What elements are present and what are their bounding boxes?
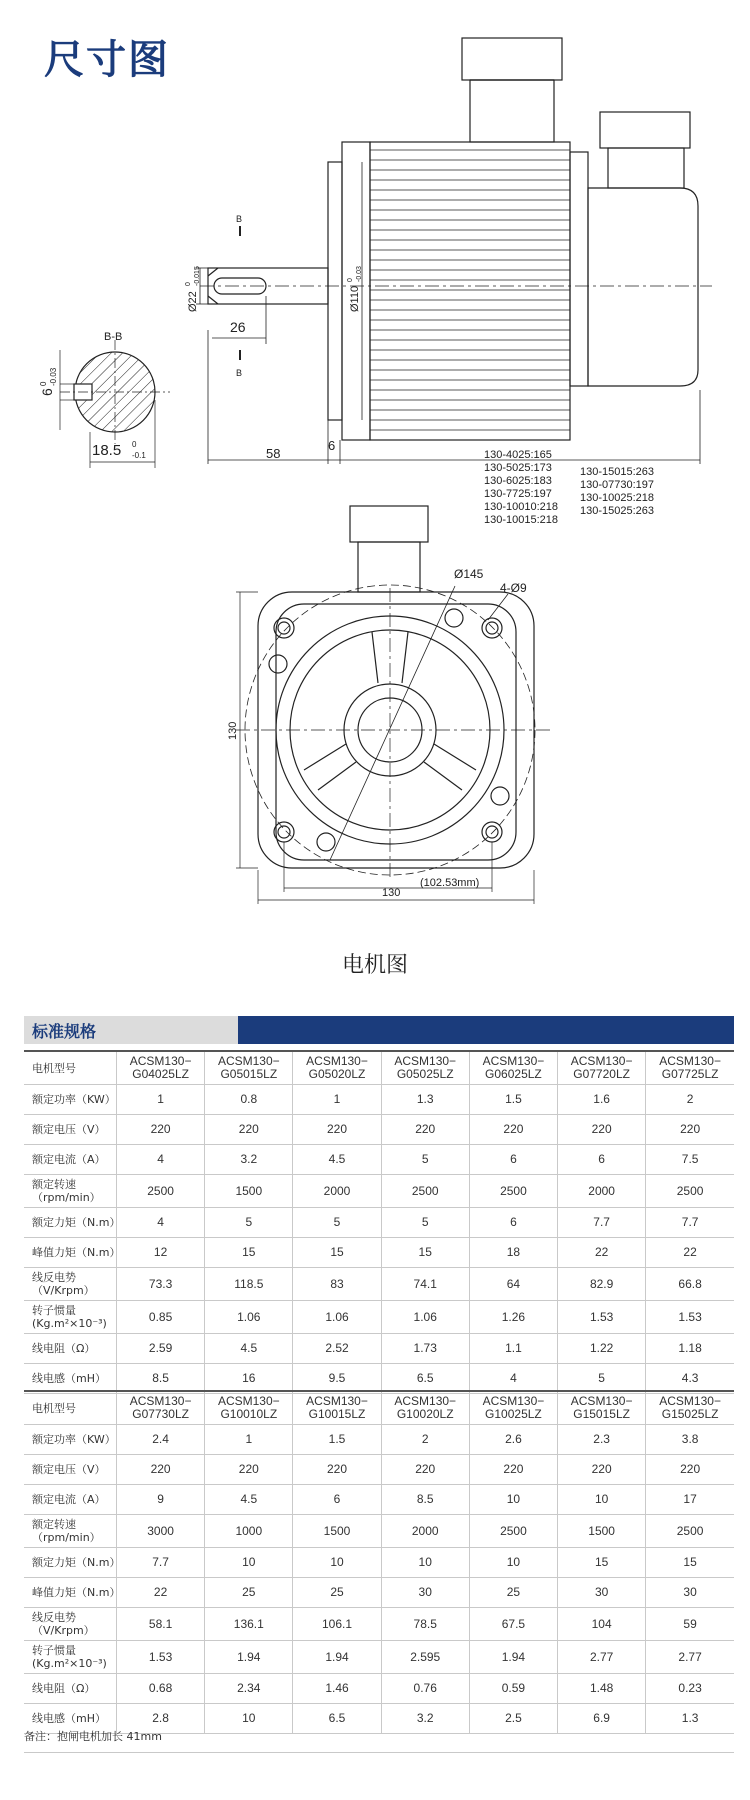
power-connector bbox=[470, 80, 554, 142]
length-spec: 130-15025:263 bbox=[580, 505, 655, 517]
table-cell: 136.1 bbox=[205, 1608, 293, 1641]
svg-text:-0.1: -0.1 bbox=[132, 451, 146, 460]
flange-thickness-label: 6 bbox=[328, 438, 336, 453]
table-cell: ACSM130− G05015LZ bbox=[205, 1051, 293, 1085]
table-cell: 2500 bbox=[117, 1175, 205, 1208]
table-cell: 30 bbox=[381, 1578, 469, 1608]
row-label: 峰值力矩（N.m） bbox=[24, 1578, 117, 1608]
table-cell: 1.3 bbox=[646, 1704, 734, 1734]
table-cell: 220 bbox=[469, 1115, 557, 1145]
table-cell: 1.06 bbox=[381, 1301, 469, 1334]
table-cell: 12 bbox=[117, 1238, 205, 1268]
table-cell: 1.22 bbox=[558, 1334, 646, 1364]
table-cell: 2500 bbox=[646, 1175, 734, 1208]
table-cell: 1 bbox=[205, 1425, 293, 1455]
spigot-dia-label: Ø110 bbox=[349, 285, 361, 312]
row-label: 额定转速 （rpm/min） bbox=[24, 1175, 117, 1208]
table-cell: 2000 bbox=[293, 1175, 381, 1208]
length-spec: 130-10015:218 bbox=[484, 514, 559, 526]
motor-body-finned bbox=[370, 142, 570, 440]
table-cell: 2.77 bbox=[558, 1641, 646, 1674]
key-width-label: 6 bbox=[39, 388, 55, 396]
table-row bbox=[24, 1334, 734, 1364]
hole-spacing-label: (102.53mm) bbox=[420, 877, 480, 889]
table-cell: ACSM130− G05020LZ bbox=[293, 1051, 381, 1085]
row-label: 电机型号 bbox=[24, 1391, 117, 1425]
length-spec: 130-6025:183 bbox=[484, 475, 552, 487]
header-bar-blue bbox=[238, 1016, 734, 1044]
table-row bbox=[24, 1364, 734, 1394]
length-spec: 130-4025:165 bbox=[484, 449, 552, 461]
shaft-dia-label: Ø22 bbox=[187, 291, 199, 312]
table-row bbox=[24, 1175, 734, 1208]
mount-hole bbox=[482, 822, 502, 842]
table-cell: 10 bbox=[469, 1485, 557, 1515]
table-cell: 6 bbox=[558, 1145, 646, 1175]
table-cell: 4.3 bbox=[646, 1364, 734, 1394]
table-cell: 1000 bbox=[205, 1515, 293, 1548]
table-cell: 67.5 bbox=[469, 1608, 557, 1641]
table-cell: 30 bbox=[558, 1578, 646, 1608]
table-cell: 0.76 bbox=[381, 1674, 469, 1704]
table-cell: 6 bbox=[469, 1208, 557, 1238]
mount-hole bbox=[274, 618, 294, 638]
table-row bbox=[24, 1208, 734, 1238]
table-header-row bbox=[24, 1391, 734, 1425]
table-cell: 2500 bbox=[646, 1515, 734, 1548]
svg-text:-0.015: -0.015 bbox=[194, 266, 201, 286]
table-cell: 10 bbox=[205, 1548, 293, 1578]
table-cell: 15 bbox=[293, 1238, 381, 1268]
table-cell: 0.85 bbox=[117, 1301, 205, 1334]
length-spec: 130-5025:173 bbox=[484, 462, 552, 474]
svg-text:0: 0 bbox=[185, 282, 192, 286]
table-cell: 1.5 bbox=[293, 1425, 381, 1455]
table-cell: 7.7 bbox=[117, 1548, 205, 1578]
flange bbox=[328, 162, 342, 420]
table-cell: 1.73 bbox=[381, 1334, 469, 1364]
encoder-cover bbox=[588, 188, 698, 386]
svg-text:-0.03: -0.03 bbox=[356, 266, 363, 282]
table-cell: 2.6 bbox=[469, 1425, 557, 1455]
table-cell: 10 bbox=[558, 1485, 646, 1515]
table-row bbox=[24, 1608, 734, 1641]
divider bbox=[24, 1752, 734, 1753]
table-cell: 74.1 bbox=[381, 1268, 469, 1301]
table-row bbox=[24, 1455, 734, 1485]
svg-text:0: 0 bbox=[347, 278, 354, 282]
table-cell: 2000 bbox=[558, 1175, 646, 1208]
table-cell: 220 bbox=[205, 1115, 293, 1145]
table-cell: 6.9 bbox=[558, 1704, 646, 1734]
row-label: 线反电势 （V/Krpm） bbox=[24, 1268, 117, 1301]
table-row bbox=[24, 1145, 734, 1175]
table-cell: 1.53 bbox=[646, 1301, 734, 1334]
table-cell: 83 bbox=[293, 1268, 381, 1301]
key-depth-label: 18.5 bbox=[92, 442, 122, 459]
table-cell: 6.5 bbox=[293, 1704, 381, 1734]
encoder-housing bbox=[570, 152, 588, 386]
table-cell: 1 bbox=[293, 1085, 381, 1115]
table-cell: 6 bbox=[469, 1145, 557, 1175]
table-cell: 3.2 bbox=[205, 1145, 293, 1175]
length-spec: 130-7725:197 bbox=[484, 488, 552, 500]
table-cell: 0.68 bbox=[117, 1674, 205, 1704]
table-cell: 1.46 bbox=[293, 1674, 381, 1704]
table-cell: 1.06 bbox=[293, 1301, 381, 1334]
table-cell: 4.5 bbox=[293, 1145, 381, 1175]
table-cell: 1500 bbox=[558, 1515, 646, 1548]
table-cell: 8.5 bbox=[381, 1485, 469, 1515]
table-cell: 15 bbox=[381, 1238, 469, 1268]
cooling-fins bbox=[370, 150, 570, 430]
table-row bbox=[24, 1238, 734, 1268]
table-cell: 30 bbox=[646, 1578, 734, 1608]
table-cell: 9.5 bbox=[293, 1364, 381, 1394]
table-cell: 9 bbox=[117, 1485, 205, 1515]
pcd-label: Ø145 bbox=[454, 567, 484, 581]
table-cell: 1.48 bbox=[558, 1674, 646, 1704]
row-label: 线反电势 （V/Krpm） bbox=[24, 1608, 117, 1641]
table-cell: ACSM130− G15025LZ bbox=[646, 1391, 734, 1425]
table-cell: 2.34 bbox=[205, 1674, 293, 1704]
table-cell: 10 bbox=[469, 1548, 557, 1578]
table-cell: 4 bbox=[117, 1208, 205, 1238]
table-cell: 1.5 bbox=[469, 1085, 557, 1115]
table-cell: 16 bbox=[205, 1364, 293, 1394]
table-cell: 15 bbox=[205, 1238, 293, 1268]
table-cell: 1.94 bbox=[469, 1641, 557, 1674]
length-spec: 130-10025:218 bbox=[580, 492, 655, 504]
table-cell: 220 bbox=[117, 1115, 205, 1145]
table-cell: 2 bbox=[381, 1425, 469, 1455]
table-cell: 1500 bbox=[293, 1515, 381, 1548]
table-cell: 2500 bbox=[381, 1175, 469, 1208]
table-cell: 7.5 bbox=[646, 1145, 734, 1175]
row-label: 转子惯量 (Kg.m²×10⁻³) bbox=[24, 1641, 117, 1674]
table-cell: ACSM130− G15015LZ bbox=[558, 1391, 646, 1425]
row-label: 电机型号 bbox=[24, 1051, 117, 1085]
table-cell: 3.2 bbox=[381, 1704, 469, 1734]
table-cell: 3.8 bbox=[646, 1425, 734, 1455]
table-cell: 220 bbox=[381, 1115, 469, 1145]
table-cell: ACSM130− G10015LZ bbox=[293, 1391, 381, 1425]
section-label: B-B bbox=[104, 331, 123, 343]
table-cell: 6.5 bbox=[381, 1364, 469, 1394]
power-connector-cap bbox=[462, 38, 562, 80]
table-cell: 22 bbox=[646, 1238, 734, 1268]
table-cell: 2 bbox=[646, 1085, 734, 1115]
table-cell: 2500 bbox=[469, 1175, 557, 1208]
spec-table-1 bbox=[24, 1050, 734, 1394]
row-label: 额定电压（V） bbox=[24, 1455, 117, 1485]
front-connector bbox=[358, 542, 420, 592]
table-cell: 1 bbox=[117, 1085, 205, 1115]
table-cell: 10 bbox=[381, 1548, 469, 1578]
table-cell: 25 bbox=[205, 1578, 293, 1608]
table-cell: 5 bbox=[381, 1145, 469, 1175]
table-cell: 0.8 bbox=[205, 1085, 293, 1115]
table-cell: ACSM130− G04025LZ bbox=[117, 1051, 205, 1085]
row-label: 线电阻（Ω） bbox=[24, 1674, 117, 1704]
spoke bbox=[304, 744, 356, 790]
table-cell: 2.5 bbox=[469, 1704, 557, 1734]
section-mark-bottom: B bbox=[236, 368, 243, 378]
table-cell: 1.53 bbox=[117, 1641, 205, 1674]
table-cell: 220 bbox=[469, 1455, 557, 1485]
table-row bbox=[24, 1674, 734, 1704]
table-cell: 1.18 bbox=[646, 1334, 734, 1364]
page-title: 尺寸图 bbox=[44, 37, 170, 83]
table-cell: 1.94 bbox=[205, 1641, 293, 1674]
table-cell: 2.52 bbox=[293, 1334, 381, 1364]
key-length-label: 26 bbox=[230, 319, 246, 335]
table-cell: 2000 bbox=[381, 1515, 469, 1548]
table-row bbox=[24, 1268, 734, 1301]
table-cell: 22 bbox=[117, 1578, 205, 1608]
encoder-connector-cap bbox=[600, 112, 690, 148]
table-row bbox=[24, 1548, 734, 1578]
table-cell: 104 bbox=[558, 1608, 646, 1641]
table-cell: 220 bbox=[117, 1455, 205, 1485]
table-cell: 2.595 bbox=[381, 1641, 469, 1674]
mount-hole bbox=[274, 822, 294, 842]
row-label: 线电感（mH） bbox=[24, 1364, 117, 1394]
row-label: 额定力矩（N.m） bbox=[24, 1208, 117, 1238]
table-cell: 5 bbox=[558, 1364, 646, 1394]
table-cell: 2.4 bbox=[117, 1425, 205, 1455]
holes-label: 4-Ø9 bbox=[500, 581, 527, 595]
table-header-row bbox=[24, 1051, 734, 1085]
table-cell: ACSM130− G10020LZ bbox=[381, 1391, 469, 1425]
table-cell: 1.94 bbox=[293, 1641, 381, 1674]
table-cell: 2.8 bbox=[117, 1704, 205, 1734]
flange-width-label: 130 bbox=[382, 887, 401, 899]
table-cell: 5 bbox=[205, 1208, 293, 1238]
table-cell: 220 bbox=[558, 1455, 646, 1485]
table-cell: ACSM130− G10025LZ bbox=[469, 1391, 557, 1425]
table-cell: 8.5 bbox=[117, 1364, 205, 1394]
table-cell: 1.53 bbox=[558, 1301, 646, 1334]
row-label: 转子惯量 (Kg.m²×10⁻³) bbox=[24, 1301, 117, 1334]
table-row bbox=[24, 1515, 734, 1548]
table-cell: 78.5 bbox=[381, 1608, 469, 1641]
table-cell: 220 bbox=[205, 1455, 293, 1485]
table-cell: 220 bbox=[293, 1115, 381, 1145]
table-row bbox=[24, 1425, 734, 1455]
table-cell: 6 bbox=[293, 1485, 381, 1515]
table-cell: 220 bbox=[293, 1455, 381, 1485]
table-cell: 2.59 bbox=[117, 1334, 205, 1364]
footnote: 备注：抱闸电机加长 41mm bbox=[24, 1730, 162, 1743]
table-row bbox=[24, 1115, 734, 1145]
table-cell: 58.1 bbox=[117, 1608, 205, 1641]
row-label: 额定转速 （rpm/min） bbox=[24, 1515, 117, 1548]
table-cell: 4.5 bbox=[205, 1334, 293, 1364]
length-spec: 130-10010:218 bbox=[484, 501, 559, 513]
table-cell: 7.7 bbox=[646, 1208, 734, 1238]
table-cell: 10 bbox=[205, 1704, 293, 1734]
table-cell: 1.3 bbox=[381, 1085, 469, 1115]
length-spec: 130-15015:263 bbox=[580, 466, 655, 478]
table-cell: 4 bbox=[469, 1364, 557, 1394]
table-cell: 118.5 bbox=[205, 1268, 293, 1301]
row-label: 额定功率（KW） bbox=[24, 1085, 117, 1115]
table-cell: ACSM130− G07725LZ bbox=[646, 1051, 734, 1085]
spec-title: 标准规格 bbox=[32, 1022, 97, 1041]
table-cell: 2500 bbox=[469, 1515, 557, 1548]
table-row bbox=[24, 1301, 734, 1334]
shaft-length-label: 58 bbox=[266, 446, 281, 461]
table-cell: ACSM130− G05025LZ bbox=[381, 1051, 469, 1085]
length-spec: 130-07730:197 bbox=[580, 479, 655, 491]
row-label: 峰值力矩（N.m） bbox=[24, 1238, 117, 1268]
table-cell: 15 bbox=[646, 1548, 734, 1578]
table-cell: 73.3 bbox=[117, 1268, 205, 1301]
table-cell: 220 bbox=[646, 1115, 734, 1145]
table-cell: 5 bbox=[293, 1208, 381, 1238]
table-cell: 220 bbox=[558, 1115, 646, 1145]
table-cell: 25 bbox=[469, 1578, 557, 1608]
table-row bbox=[24, 1641, 734, 1674]
table-cell: ACSM130− G07730LZ bbox=[117, 1391, 205, 1425]
table-cell: 4 bbox=[117, 1145, 205, 1175]
table-cell: ACSM130− G07720LZ bbox=[558, 1051, 646, 1085]
table-cell: 220 bbox=[381, 1455, 469, 1485]
table-cell: 106.1 bbox=[293, 1608, 381, 1641]
flange-height-label: 130 bbox=[227, 721, 239, 740]
row-label: 额定电流（A） bbox=[24, 1485, 117, 1515]
svg-text:0: 0 bbox=[132, 440, 137, 449]
table-cell: 15 bbox=[558, 1548, 646, 1578]
table-cell: 2.77 bbox=[646, 1641, 734, 1674]
mount-hole bbox=[482, 618, 502, 638]
row-label: 线电阻（Ω） bbox=[24, 1334, 117, 1364]
table-cell: 17 bbox=[646, 1485, 734, 1515]
table-cell: 4.5 bbox=[205, 1485, 293, 1515]
table-cell: 18 bbox=[469, 1238, 557, 1268]
table-cell: 0.59 bbox=[469, 1674, 557, 1704]
svg-text:-0.03: -0.03 bbox=[49, 367, 58, 386]
table-row bbox=[24, 1485, 734, 1515]
table-cell: 1.06 bbox=[205, 1301, 293, 1334]
table-cell: 66.8 bbox=[646, 1268, 734, 1301]
table-cell: ACSM130− G10010LZ bbox=[205, 1391, 293, 1425]
table-cell: 1.26 bbox=[469, 1301, 557, 1334]
figure-caption: 电机图 bbox=[341, 953, 408, 978]
spec-table-2 bbox=[24, 1390, 734, 1734]
front-connector-cap bbox=[350, 506, 428, 542]
table-cell: 220 bbox=[646, 1455, 734, 1485]
table-cell: 10 bbox=[293, 1548, 381, 1578]
table-cell: ACSM130− G06025LZ bbox=[469, 1051, 557, 1085]
table-cell: 1500 bbox=[205, 1175, 293, 1208]
table-cell: 1.6 bbox=[558, 1085, 646, 1115]
row-label: 线电感（mH） bbox=[24, 1704, 117, 1734]
table-cell: 0.23 bbox=[646, 1674, 734, 1704]
table-cell: 25 bbox=[293, 1578, 381, 1608]
table-cell: 2.3 bbox=[558, 1425, 646, 1455]
row-label: 额定力矩（N.m） bbox=[24, 1548, 117, 1578]
row-label: 额定电压（V） bbox=[24, 1115, 117, 1145]
table-cell: 82.9 bbox=[558, 1268, 646, 1301]
table-row bbox=[24, 1578, 734, 1608]
table-cell: 7.7 bbox=[558, 1208, 646, 1238]
table-cell: 59 bbox=[646, 1608, 734, 1641]
section-mark-top: B bbox=[236, 214, 243, 224]
table-row bbox=[24, 1085, 734, 1115]
spec-section-header bbox=[24, 1016, 734, 1044]
table-cell: 64 bbox=[469, 1268, 557, 1301]
encoder-connector bbox=[608, 148, 684, 188]
table-cell: 1.1 bbox=[469, 1334, 557, 1364]
table-cell: 22 bbox=[558, 1238, 646, 1268]
table-cell: 3000 bbox=[117, 1515, 205, 1548]
spoke bbox=[424, 744, 476, 790]
row-label: 额定电流（A） bbox=[24, 1145, 117, 1175]
table-cell: 5 bbox=[381, 1208, 469, 1238]
row-label: 额定功率（KW） bbox=[24, 1425, 117, 1455]
svg-text:0: 0 bbox=[39, 381, 48, 386]
